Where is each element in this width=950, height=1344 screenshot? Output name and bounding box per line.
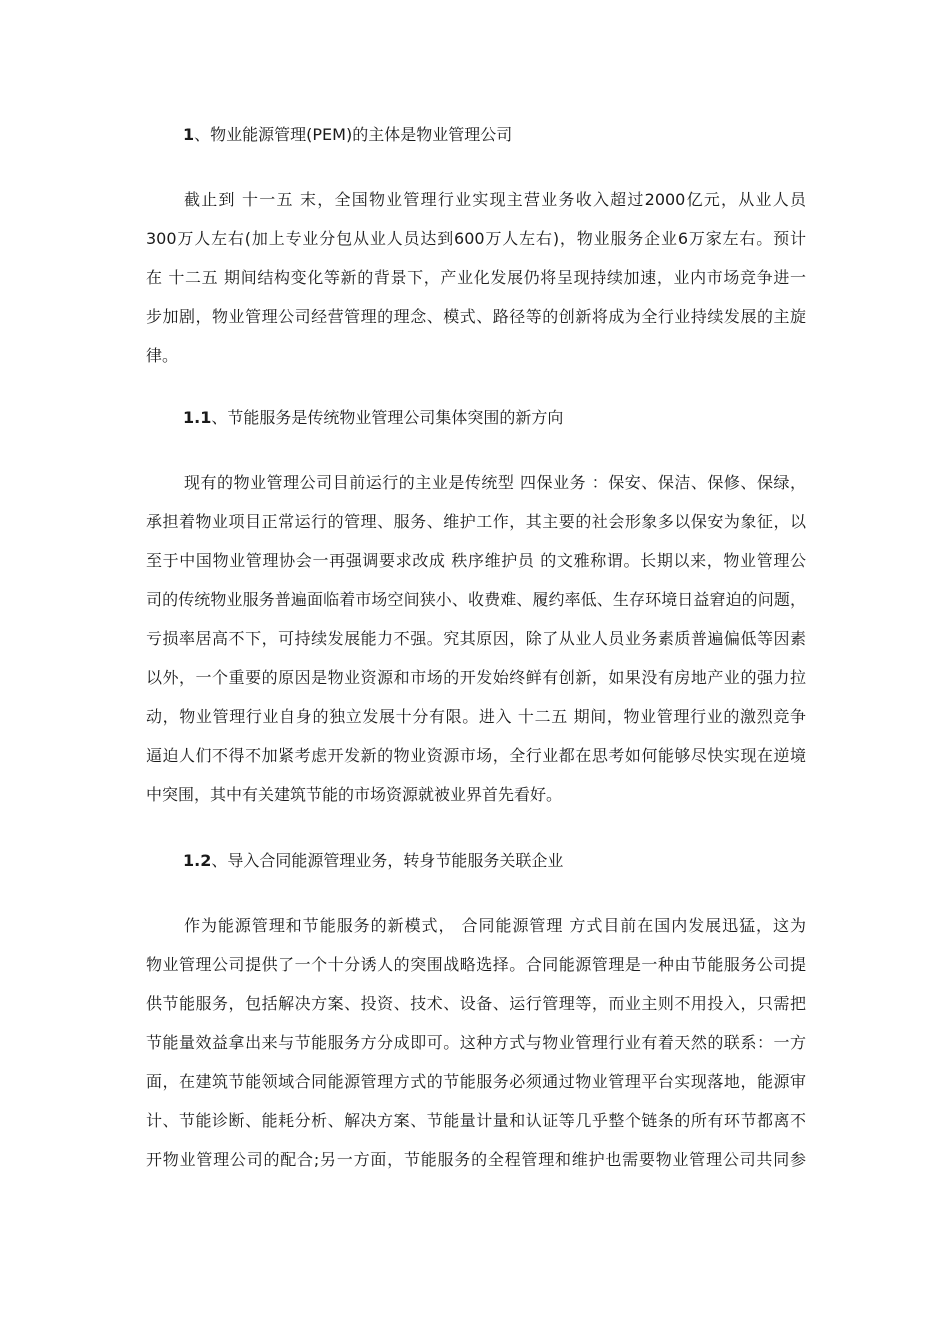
paragraph-line: 节能量效益拿出来与节能服务方分成即可。这种方式与物业管理行业有着天然的联系：一方	[146, 1033, 806, 1052]
section-1-1-number: 1.1	[183, 408, 212, 427]
paragraph-line: 截止到 十一五 末，全国物业管理行业实现主营业务收入超过2000亿元，从业人员	[184, 190, 806, 209]
section-1-heading	[183, 124, 512, 146]
paragraph-line: 开物业管理公司的配合;另一方面，节能服务的全程管理和维护也需要物业管理公司共同参	[146, 1150, 806, 1169]
paragraph-line: 步加剧，物业管理公司经营管理的理念、模式、路径等的创新将成为全行业持续发展的主旋	[146, 307, 806, 326]
paragraph-line: 现有的物业管理公司目前运行的主业是传统型 四保业务 ：保安、保洁、保修、保绿，	[184, 473, 806, 492]
section-1-2-heading	[183, 850, 563, 872]
paragraph-line: 面，在建筑节能领域合同能源管理方式的节能服务必须通过物业管理平台实现落地，能源审	[146, 1072, 806, 1091]
paragraph-line: 300万人左右(加上专业分包从业人员达到600万人左右)，物业服务企业6万家左右。预计	[146, 229, 806, 248]
paragraph-line: 计、节能诊断、能耗分析、解决方案、节能量计量和认证等几乎整个链条的所有环节都离不	[146, 1111, 806, 1130]
section-1-1-paragraph	[146, 463, 806, 814]
paragraph-line: 律。	[146, 346, 179, 365]
paragraph-line: 承担着物业项目正常运行的管理、服务、维护工作，其主要的社会形象多以保安为象征，以	[146, 512, 806, 531]
paragraph-line: 物业管理公司提供了一个十分诱人的突围战略选择。合同能源管理是一种由节能服务公司提	[146, 955, 806, 974]
paragraph-line: 作为能源管理和节能服务的新模式， 合同能源管理 方式目前在国内发展迅猛，这为	[184, 916, 806, 935]
paragraph-line: 供节能服务，包括解决方案、投资、技术、设备、运行管理等，而业主则不用投入，只需把	[146, 994, 806, 1013]
section-1-2-paragraph	[146, 906, 806, 1179]
section-1-1-heading	[183, 407, 563, 429]
paragraph-line: 中突围，其中有关建筑节能的市场资源就被业界首先看好。	[146, 785, 563, 804]
section-1-paragraph	[146, 180, 806, 375]
section-1-number: 1	[183, 125, 195, 144]
section-1-1-title: 、节能服务是传统物业管理公司集体突围的新方向	[211, 408, 564, 427]
section-1-2-number: 1.2	[183, 851, 212, 870]
section-1-2-title: 、导入合同能源管理业务，转身节能服务关联企业	[211, 851, 564, 870]
paragraph-line: 至于中国物业管理协会一再强调要求改成 秩序维护员 的文雅称谓。长期以来，物业管理公	[146, 551, 806, 570]
paragraph-line: 动，物业管理行业自身的独立发展十分有限。进入 十二五 期间，物业管理行业的激烈竞争	[146, 707, 806, 726]
paragraph-line: 在 十二五 期间结构变化等新的背景下，产业化发展仍将呈现持续加速，业内市场竞争进一	[146, 268, 806, 287]
paragraph-line: 逼迫人们不得不加紧考虑开发新的物业资源市场，全行业都在思考如何能够尽快实现在逆境	[146, 746, 806, 765]
section-1-title: 、物业能源管理(PEM)的主体是物业管理公司	[194, 125, 513, 144]
paragraph-line: 以外，一个重要的原因是物业资源和市场的开发始终鲜有创新，如果没有房地产业的强力拉	[146, 668, 806, 687]
paragraph-line: 司的传统物业服务普遍面临着市场空间狭小、收费难、履约率低、生存环境日益窘迫的问题，	[146, 590, 806, 609]
paragraph-line: 亏损率居高不下，可持续发展能力不强。究其原因，除了从业人员业务素质普遍偏低等因素	[146, 629, 806, 648]
